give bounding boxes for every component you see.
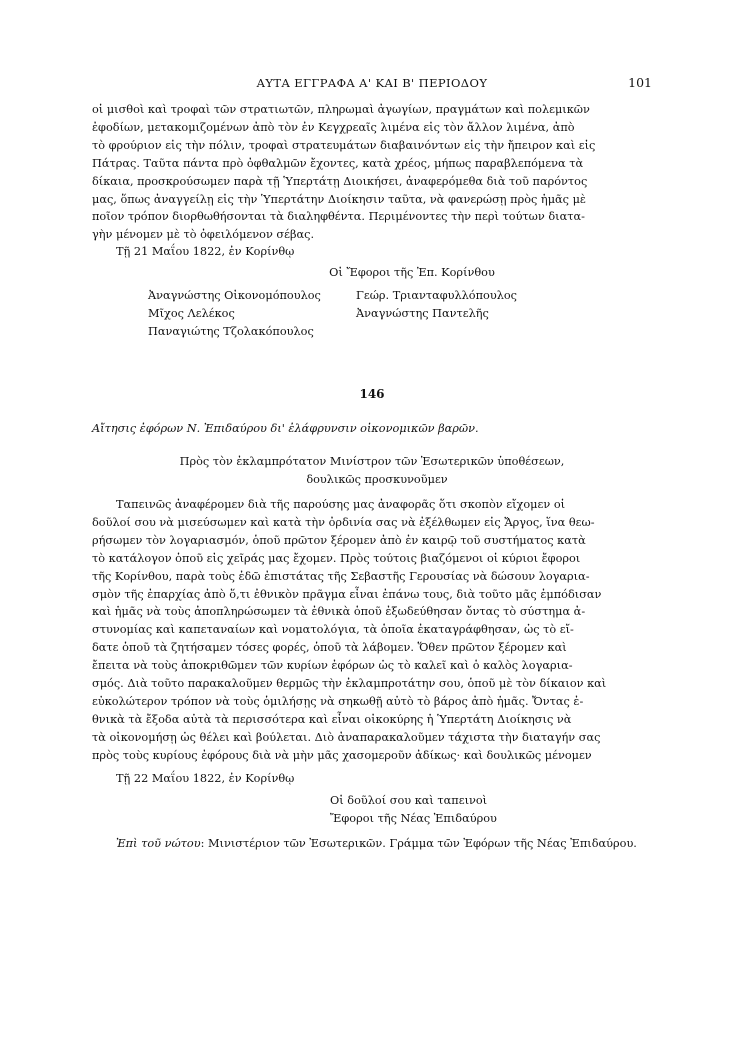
dateline-146: Τῇ 22 Μαΐου 1822, ἐν Κορίνθῳ — [116, 772, 295, 785]
closing-line: Ἔφοροι τῆς Νέας Ἐπιδαύρου — [330, 812, 497, 825]
text-line: τὸ φρούριον εἰς τὴν πόλιν, τροφαὶ στρατευμάτων διαβαινόντων εἰς τὴν ἤπειρον καὶ εἰς — [92, 138, 596, 152]
signer-name: Ἀναγνώστης Οἰκονομόπουλος — [148, 289, 321, 302]
signer-name: Ἀναγνώστης Παντελῆς — [356, 307, 489, 320]
signer-name: Γεώρ. Τριανταφυλλόπουλος — [356, 289, 517, 302]
closing-line: Οἱ δοῦλοί σου καὶ ταπεινοὶ — [330, 794, 488, 807]
address-block — [92, 453, 652, 489]
text-line: θνικὰ τὰ ἔξοδα αὐτὰ τὰ περισσότερα καὶ εἶναι οἰκοκύρης ἡ Ὑπερτάτη Διοίκησις νὰ — [92, 712, 572, 726]
text-line: τὸ κατάλογον ὁποῦ εἰς χεῖράς μας ἔχομεν. Πρὸς τούτοις βιαζόμενοι οἱ κύριοι ἔφοροι — [92, 551, 581, 565]
signer-name: Μῖχος Λελέκος — [148, 307, 235, 320]
closing-signature — [330, 792, 497, 828]
dateline-145: Τῇ 21 Μαΐου 1822, ἐν Κορίνθῳ — [116, 245, 295, 258]
text-line: Πάτρας. Ταῦτα πάντα πρὸ ὀφθαλμῶν ἔχοντες, κατὰ χρέος, μήπως παραβλεπόμενα τὰ — [92, 156, 584, 170]
verso-label: Ἐπὶ τοῦ νώτου — [116, 837, 201, 850]
text-line: γὴν μένομεν μὲ τὸ ὀφειλόμενον σέβας. — [92, 228, 315, 242]
text-line: δοῦλοί σου νὰ μισεύσωμεν καὶ κατὰ τὴν ὀρδινία σας νὰ ἐξέλθωμεν εἰς Ἄργος, ἵνα θεω- — [92, 515, 595, 529]
text-line: ρήσωμεν τὸν λογαριασμόν, ὁποῦ πρῶτον ξέρομεν ἀπὸ ἐν καιρῷ τοῦ συστήματος κατὰ — [92, 533, 586, 547]
text-line: τὰ οἰκονομήσῃ ὡς θέλει καὶ βούλεται. Διὸ ἀναπαρακαλοῦμεν τάχιστα τὴν διαταγήν σας — [92, 730, 601, 744]
text-line: μας, ὅπως ἀναγγείλῃ εἰς τὴν Ὑπερτάτην Διοίκησιν ταῦτα, νὰ φανερώσῃ πρὸς ἡμᾶς μὲ — [92, 192, 586, 206]
text-line: εὐκολώτερον τρόπον νὰ τοὺς ὁμιλήσῃς νὰ σηκωθῇ αὐτὸ τὸ βάρος ἀπὸ ἡμᾶς. Ὄντας ἐ- — [92, 694, 584, 708]
running-title: ΑΥΤΑ ΕΓΓΡΑΦΑ Α' ΚΑΙ Β' ΠΕΡΙΟΔΟΥ — [256, 76, 488, 90]
text-line: Ταπεινῶς ἀναφέρομεν διὰ τῆς παρούσης μας ἀναφορᾶς ὅτι σκοπὸν εἴχομεν οἱ — [116, 498, 566, 511]
text-line: σμὸν τῆς ἐπαρχίας ἀπὸ ὅ,τι ἐθνικὸν πρᾶγμα εἶναι ἐπάνω τους, διὰ τοῦτο μᾶς ἐμπόδισαν — [92, 587, 602, 601]
text-line: ἔπειτα νὰ τοὺς ἀποκριθῶμεν τῶν κυρίων ἐφόρων ὡς τὸ καλεῖ καὶ ὁ καλὸς λογαρια- — [92, 659, 573, 673]
address-line: δουλικῶς προσκυνοῦμεν — [306, 473, 448, 486]
page-number: 101 — [628, 75, 652, 90]
text-line: δίκαια, προσκρούσωμεν παρὰ τῇ Ὑπερτάτῃ Διοικήσει, ἀναφερόμεθα διὰ τοῦ παρόντος — [92, 174, 588, 188]
address-line: Πρὸς τὸν ἐκλαμπρότατον Μινίστρον τῶν Ἐσωτερικῶν ὑποθέσεων, — [179, 455, 565, 468]
text-line: οἱ μισθοὶ καὶ τροφαὶ τῶν στρατιωτῶν, πληρωμαὶ ἀγωγίων, πραγμάτων καὶ πολεμικῶν — [92, 103, 590, 116]
document-regest: Αἴτησις ἐφόρων Ν. Ἐπιδαύρου δι' ἐλάφρυνσιν οἰκονομικῶν βαρῶν. — [92, 422, 479, 435]
signers-left — [148, 287, 321, 341]
document-number: 146 — [359, 387, 385, 401]
text-line: πρὸς τοὺς κυρίους ἐφόρους διὰ νὰ μὴν μᾶς χασομεροῦν ἀδίκως· καὶ δουλικῶς μένομεν — [92, 748, 592, 762]
text-line: τῆς Κορίνθου, παρὰ τοὺς ἐδῶ ἐπιστάτας τῆς Σεβαστῆς Γερουσίας νὰ δώσουν λογαρια- — [92, 569, 590, 583]
verso-note — [92, 835, 652, 853]
signers-right — [356, 287, 517, 323]
continuation-text — [92, 101, 652, 244]
text-line: σμός. Διὰ τοῦτο παρακαλοῦμεν θερμῶς τὴν ἐκλαμπροτάτην σου, ὁποῦ μὲ τὸν δίκαιον καὶ — [92, 677, 607, 691]
text-line: στυνομίας καὶ καπεταναίων καὶ νοματολόγια, τὰ ὁποῖα ἐκαταγράφθησαν, ὡς τὸ εἴ- — [92, 623, 574, 637]
running-head — [92, 76, 652, 96]
document-body — [92, 496, 652, 765]
verso-text: : Μινιστέριον τῶν Ἐσωτερικῶν. Γράμμα τῶν Ἐφόρων τῆς Νέας Ἐπιδαύρου. — [200, 837, 637, 850]
text-line: ἐφοδίων, μετακομιζομένων ἀπὸ τὸν ἐν Κεγχρεαῖς λιμένα εἰς τὸν ἄλλον λιμένα, ἀπὸ — [92, 120, 575, 134]
text-line: καὶ ἡμᾶς νὰ τοὺς ἀποπληρώσωμεν τὰ ἐθνικὰ ὁποῦ ἐξωδεύθησαν ὄντας τὸ σύστημα ἀ- — [92, 605, 586, 619]
signers-title: Οἱ Ἔφοροι τῆς Ἐπ. Κορίνθου — [329, 266, 495, 279]
text-line: δατε ὁποῦ τὰ ζητήσαμεν τόσες φορές, ὁποῦ τὰ λάβομεν. Ὅθεν πρῶτον ξέρομεν καὶ — [92, 641, 567, 655]
signer-name: Παναγιώτης Τζολακόπουλος — [148, 325, 314, 338]
text-line: ποῖον τρόπον διορθωθήσονται τὰ διαληφθέντα. Περιμένοντες τὴν περὶ τούτων διατα- — [92, 210, 585, 224]
